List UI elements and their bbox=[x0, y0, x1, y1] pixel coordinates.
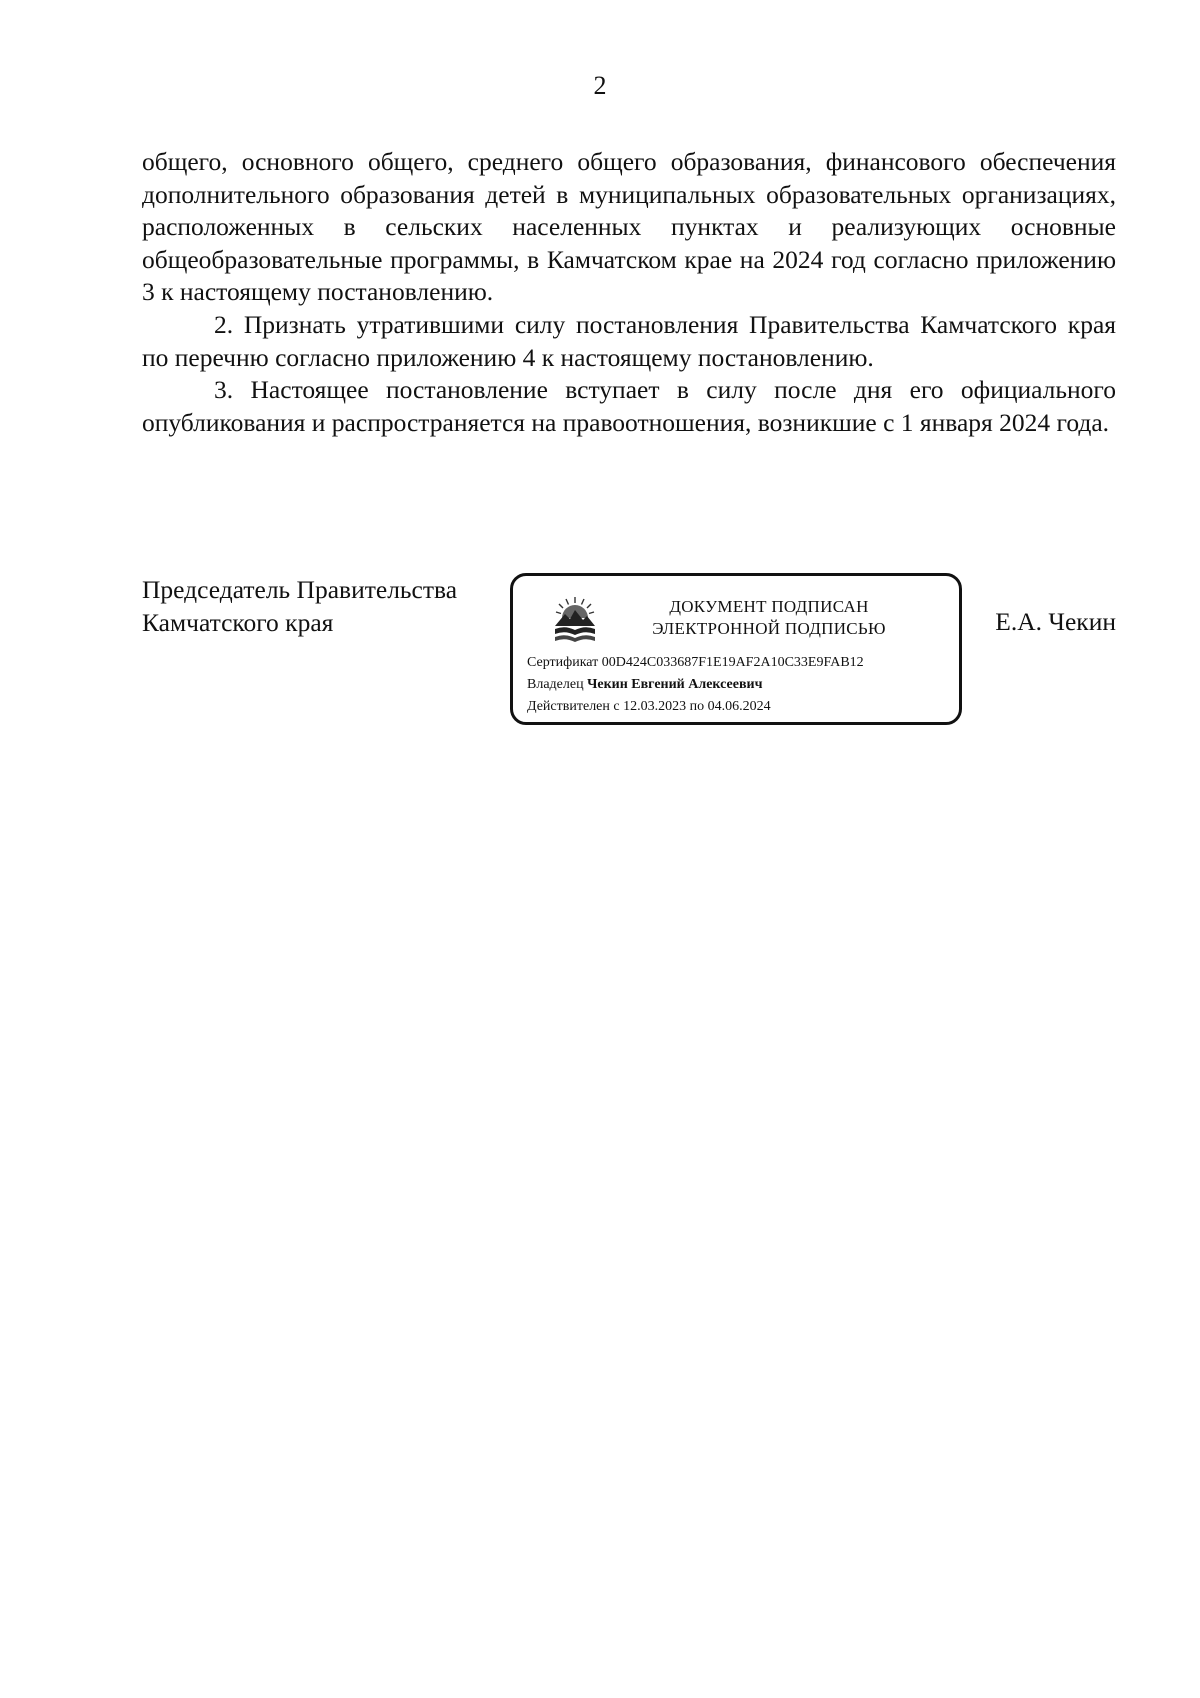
paragraph-item-2: 2. Признать утратившими силу постановления Правительства Камчатского края по перечню согласно приложению 4 к настоящему постановлению. bbox=[142, 309, 1116, 372]
stamp-heading-line-2: ЭЛЕКТРОННОЙ ПОДПИСЬЮ bbox=[652, 619, 886, 638]
stamp-certificate-label: Сертификат bbox=[527, 655, 599, 670]
stamp-valid-from: 12.03.2023 bbox=[623, 699, 687, 714]
stamp-validity-line bbox=[527, 698, 771, 716]
stamp-owner-value: Чекин Евгений Алексеевич bbox=[587, 677, 763, 692]
signer-name: Е.А. Чекин bbox=[995, 607, 1116, 636]
signer-title bbox=[142, 574, 457, 639]
stamp-heading bbox=[609, 596, 929, 640]
stamp-heading-line-1: ДОКУМЕНТ ПОДПИСАН bbox=[669, 597, 869, 616]
stamp-valid-to-label: по bbox=[689, 699, 705, 714]
document-body bbox=[142, 146, 1116, 439]
paragraph-item-3: 3. Настоящее постановление вступает в силу после дня его официального опубликования и распространяется на правоотношения, возникшие с 1 января 2024 года. bbox=[142, 375, 1116, 437]
electronic-signature-stamp bbox=[510, 573, 962, 725]
stamp-certificate-value: 00D424C033687F1E19AF2A10C33E9FAB12 bbox=[601, 655, 864, 670]
kamchatka-emblem-icon bbox=[553, 594, 597, 644]
page-number: 2 bbox=[593, 71, 607, 100]
stamp-certificate-line bbox=[527, 654, 864, 672]
stamp-valid-to: 04.06.2024 bbox=[707, 699, 771, 714]
stamp-owner-label: Владелец bbox=[527, 677, 584, 692]
signer-title-line-2: Камчатского края bbox=[142, 607, 334, 637]
signer-title-line-1: Председатель Правительства bbox=[142, 575, 458, 604]
stamp-valid-label: Действителен с bbox=[527, 699, 620, 714]
paragraph-continuation: общего, основного общего, среднего общего образования, финансового обеспечения дополнительного образования детей в муниципальных образовательных организациях, расположенных в сельских населенных пунктах и реализующих основные общеобразовательные программы, в Камчатском крае на 2024 год согласно приложению 3 к настоящему постановлению. bbox=[142, 147, 1116, 307]
stamp-owner-line bbox=[527, 676, 762, 694]
